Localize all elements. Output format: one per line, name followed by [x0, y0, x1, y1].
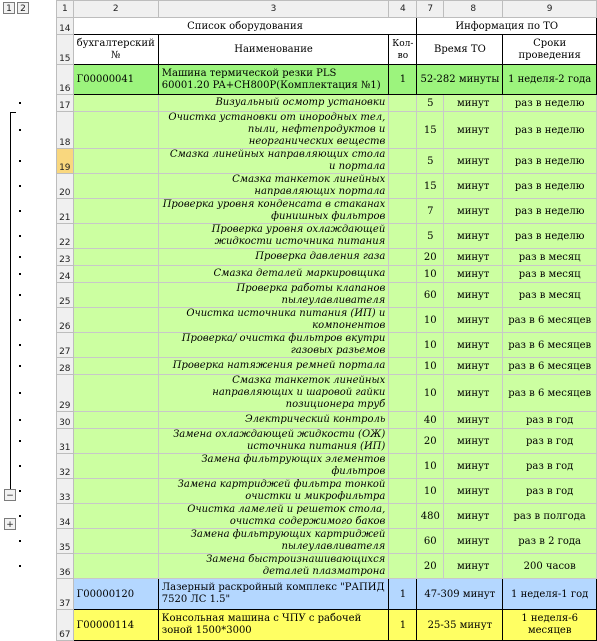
row-header[interactable]: 30: [57, 412, 74, 429]
task-qty-cell[interactable]: [389, 454, 417, 479]
spreadsheet-grid[interactable]: [56, 0, 597, 641]
row-header[interactable]: 36: [57, 554, 74, 579]
task-name-cell[interactable]: Замена фильтрующих элементов фильтров: [158, 454, 389, 479]
row-header[interactable]: 14: [57, 18, 74, 35]
table-row: [57, 266, 597, 283]
task-name-cell[interactable]: Проверка работы клапанов пылеулавливателя: [158, 283, 389, 308]
table-row: [57, 35, 597, 65]
task-period-cell[interactable]: раз в год: [503, 479, 597, 504]
task-period-cell[interactable]: раз в неделю: [503, 149, 597, 174]
task-qty-cell[interactable]: [389, 412, 417, 429]
task-unit-cell[interactable]: минут: [444, 95, 503, 112]
row-header[interactable]: 25: [57, 283, 74, 308]
task-time-cell[interactable]: 5: [417, 224, 444, 249]
task-name-cell[interactable]: Замена картриджей фильтра тонкой очистки и микрофильтра: [158, 479, 389, 504]
machine-account-cell[interactable]: Г00000041: [73, 65, 158, 95]
task-unit-cell[interactable]: минут: [444, 333, 503, 358]
outline-row-dot: [19, 185, 21, 187]
qty-column-header[interactable]: Кол-во: [389, 35, 417, 65]
task-unit-cell[interactable]: минут: [444, 554, 503, 579]
task-account-cell[interactable]: [73, 375, 158, 412]
outline-row-dot: [19, 365, 21, 367]
row-header[interactable]: 18: [57, 112, 74, 149]
row-header[interactable]: 33: [57, 479, 74, 504]
task-name-cell[interactable]: Замена быстроизнашивающихся деталей плазматрона: [158, 554, 389, 579]
task-name-cell[interactable]: Смазка танкеток линейных направляющих портала: [158, 174, 389, 199]
machine-name-cell[interactable]: Машина термической резки PLS 60001.20 PA+CH800P(Комплектация №1): [158, 65, 389, 95]
task-name-cell[interactable]: Смазка деталей маркировщика: [158, 266, 389, 283]
column-header-4[interactable]: 4: [389, 1, 417, 18]
machine-period-cell[interactable]: 1 неделя-6 месяцев: [503, 610, 597, 641]
task-unit-cell[interactable]: минут: [444, 112, 503, 149]
machine-time-cell[interactable]: 25-35 минут: [417, 610, 503, 641]
task-account-cell[interactable]: [73, 112, 158, 149]
task-period-cell[interactable]: раз в год: [503, 429, 597, 454]
table-row: [57, 479, 597, 504]
task-unit-cell[interactable]: минут: [444, 249, 503, 266]
row-header[interactable]: 23: [57, 249, 74, 266]
task-qty-cell[interactable]: [389, 333, 417, 358]
task-name-cell[interactable]: Визуальный осмотр установки: [158, 95, 389, 112]
machine-account-cell[interactable]: Г00000120: [73, 579, 158, 610]
task-time-cell[interactable]: 10: [417, 333, 444, 358]
outline-gutter: [0, 0, 56, 536]
task-account-cell[interactable]: [73, 429, 158, 454]
equipment-group-header[interactable]: Список оборудования: [73, 18, 417, 35]
outline-row-dot: [19, 273, 21, 275]
outline-row-dot: [19, 440, 21, 442]
task-account-cell[interactable]: [73, 554, 158, 579]
task-period-cell[interactable]: раз в год: [503, 454, 597, 479]
outline-group-cap: [10, 112, 16, 113]
task-unit-cell[interactable]: минут: [444, 308, 503, 333]
task-account-cell[interactable]: [73, 283, 158, 308]
task-time-cell[interactable]: 20: [417, 249, 444, 266]
outline-row-dot: [19, 419, 21, 421]
task-period-cell[interactable]: раз в 6 месяцев: [503, 375, 597, 412]
outline-row-dot: [19, 256, 21, 258]
column-header-8[interactable]: 8: [444, 1, 503, 18]
task-unit-cell[interactable]: минут: [444, 174, 503, 199]
task-period-cell[interactable]: раз в неделю: [503, 224, 597, 249]
period-column-header[interactable]: Сроки проведения: [503, 35, 597, 65]
row-header[interactable]: 31: [57, 429, 74, 454]
row-header[interactable]: 26: [57, 308, 74, 333]
table-row: [57, 429, 597, 454]
task-unit-cell[interactable]: минут: [444, 454, 503, 479]
task-account-cell[interactable]: [73, 412, 158, 429]
task-unit-cell[interactable]: минут: [444, 504, 503, 529]
outline-group-line: [10, 112, 11, 489]
table-row: [57, 504, 597, 529]
table-row: [57, 95, 597, 112]
task-unit-cell[interactable]: минут: [444, 375, 503, 412]
task-period-cell[interactable]: раз в месяц: [503, 249, 597, 266]
task-unit-cell[interactable]: минут: [444, 283, 503, 308]
task-period-cell[interactable]: раз в полгода: [503, 504, 597, 529]
task-period-cell[interactable]: раз в год: [503, 412, 597, 429]
task-account-cell[interactable]: [73, 174, 158, 199]
task-qty-cell[interactable]: [389, 149, 417, 174]
task-unit-cell[interactable]: минут: [444, 429, 503, 454]
table-row: [57, 224, 597, 249]
outline-row-dot: [19, 515, 21, 517]
table-row: [57, 333, 597, 358]
task-period-cell[interactable]: раз в неделю: [503, 95, 597, 112]
machine-qty-cell[interactable]: 1: [389, 65, 417, 95]
task-unit-cell[interactable]: минут: [444, 479, 503, 504]
machine-name-cell[interactable]: Лазерный раскройный комплекс "РАПИД 7520 ЛС 1.5": [158, 579, 389, 610]
outline-level-1-button[interactable]: 1: [3, 2, 15, 14]
task-period-cell[interactable]: 200 часов: [503, 554, 597, 579]
task-period-cell[interactable]: раз в 2 года: [503, 529, 597, 554]
row-header[interactable]: 29: [57, 375, 74, 412]
machine-qty-cell[interactable]: 1: [389, 610, 417, 641]
outline-level-2-button[interactable]: 2: [17, 2, 29, 14]
outline-row-dot: [19, 129, 21, 131]
column-header-1[interactable]: 1: [57, 1, 74, 18]
task-period-cell[interactable]: раз в неделю: [503, 174, 597, 199]
table-row: [57, 412, 597, 429]
task-qty-cell[interactable]: [389, 308, 417, 333]
to-group-header[interactable]: Информация по ТО: [417, 18, 597, 35]
task-name-cell[interactable]: Проверка давления газа: [158, 249, 389, 266]
table-row: [57, 174, 597, 199]
task-name-cell[interactable]: Электрический контроль: [158, 412, 389, 429]
task-time-cell[interactable]: 7: [417, 199, 444, 224]
row-header[interactable]: 19: [57, 149, 74, 174]
task-account-cell[interactable]: [73, 149, 158, 174]
name-column-header[interactable]: Наименование: [158, 35, 389, 65]
column-header-3[interactable]: 3: [158, 1, 389, 18]
task-account-cell[interactable]: [73, 529, 158, 554]
task-name-cell[interactable]: Замена охлаждающей жидкости (ОЖ) источника питания (ИП): [158, 429, 389, 454]
task-unit-cell[interactable]: минут: [444, 224, 503, 249]
outline-row-dot: [19, 160, 21, 162]
row-header[interactable]: 24: [57, 266, 74, 283]
outline-row-dot: [19, 294, 21, 296]
column-header-row: [57, 1, 597, 18]
task-account-cell[interactable]: [73, 249, 158, 266]
task-qty-cell[interactable]: [389, 112, 417, 149]
task-qty-cell[interactable]: [389, 479, 417, 504]
task-qty-cell[interactable]: [389, 358, 417, 375]
task-time-cell[interactable]: 60: [417, 529, 444, 554]
outline-row-dot: [19, 540, 21, 542]
table-row: [57, 554, 597, 579]
task-qty-cell[interactable]: [389, 375, 417, 412]
task-time-cell[interactable]: 5: [417, 95, 444, 112]
task-qty-cell[interactable]: [389, 283, 417, 308]
table-row: [57, 529, 597, 554]
task-period-cell[interactable]: раз в 6 месяцев: [503, 333, 597, 358]
table-row: [57, 65, 597, 95]
table-row: [57, 249, 597, 266]
task-unit-cell[interactable]: минут: [444, 358, 503, 375]
task-unit-cell[interactable]: минут: [444, 529, 503, 554]
task-qty-cell[interactable]: [389, 174, 417, 199]
account-column-header[interactable]: бухгалтерский №: [73, 35, 158, 65]
machine-name-cell[interactable]: Консольная машина с ЧПУ с рабочей зоной 1500*3000: [158, 610, 389, 641]
task-period-cell[interactable]: раз в месяц: [503, 283, 597, 308]
outline-row-dot: [19, 235, 21, 237]
machine-time-cell[interactable]: 52-282 минуты: [417, 65, 503, 95]
table-row: [57, 112, 597, 149]
table-row: [57, 610, 597, 641]
machine-qty-cell[interactable]: 1: [389, 579, 417, 610]
outline-row-dot: [19, 319, 21, 321]
row-header[interactable]: 17: [57, 95, 74, 112]
task-time-cell[interactable]: 10: [417, 454, 444, 479]
row-header[interactable]: 21: [57, 199, 74, 224]
table-row: [57, 149, 597, 174]
task-account-cell[interactable]: [73, 224, 158, 249]
outline-row-dot: [19, 465, 21, 467]
task-account-cell[interactable]: [73, 199, 158, 224]
row-header[interactable]: 35: [57, 529, 74, 554]
row-header[interactable]: 34: [57, 504, 74, 529]
machine-period-cell[interactable]: 1 неделя-2 года: [503, 65, 597, 95]
outline-row-dot: [19, 392, 21, 394]
task-time-cell[interactable]: 480: [417, 504, 444, 529]
column-header-7[interactable]: 7: [417, 1, 444, 18]
row-header[interactable]: 16: [57, 65, 74, 95]
task-qty-cell[interactable]: [389, 429, 417, 454]
task-time-cell[interactable]: 20: [417, 429, 444, 454]
table-row: [57, 375, 597, 412]
column-header-2[interactable]: 2: [73, 1, 158, 18]
row-header[interactable]: 27: [57, 333, 74, 358]
task-name-cell[interactable]: Проверка натяжения ремней портала: [158, 358, 389, 375]
table-row: [57, 579, 597, 610]
task-qty-cell[interactable]: [389, 224, 417, 249]
task-period-cell[interactable]: раз в 6 месяцев: [503, 308, 597, 333]
table-row: [57, 308, 597, 333]
task-time-cell[interactable]: 10: [417, 375, 444, 412]
task-time-cell[interactable]: 15: [417, 112, 444, 149]
task-name-cell[interactable]: Проверка/ очистка фильтров вкутри газовых разьемов: [158, 333, 389, 358]
table-row: [57, 18, 597, 35]
time-column-header[interactable]: Время ТО: [417, 35, 503, 65]
task-account-cell[interactable]: [73, 333, 158, 358]
row-header[interactable]: 15: [57, 35, 74, 65]
task-account-cell[interactable]: [73, 504, 158, 529]
task-account-cell[interactable]: [73, 479, 158, 504]
row-header[interactable]: 67: [57, 610, 74, 641]
outline-row-dot: [19, 102, 21, 104]
task-qty-cell[interactable]: [389, 504, 417, 529]
table-row: [57, 199, 597, 224]
table-row: [57, 283, 597, 308]
task-account-cell[interactable]: [73, 308, 158, 333]
task-time-cell[interactable]: 10: [417, 358, 444, 375]
row-header[interactable]: 20: [57, 174, 74, 199]
task-account-cell[interactable]: [73, 95, 158, 112]
task-time-cell[interactable]: 10: [417, 308, 444, 333]
task-qty-cell[interactable]: [389, 199, 417, 224]
row-header[interactable]: 28: [57, 358, 74, 375]
task-unit-cell[interactable]: минут: [444, 412, 503, 429]
task-period-cell[interactable]: раз в месяц: [503, 266, 597, 283]
task-period-cell[interactable]: раз в неделю: [503, 112, 597, 149]
outline-row-dot: [19, 344, 21, 346]
task-name-cell[interactable]: Замена фильтрующих картриджей пылеулавливателя: [158, 529, 389, 554]
task-name-cell[interactable]: Очистка источника питания (ИП) и компонентов: [158, 308, 389, 333]
task-time-cell[interactable]: 10: [417, 266, 444, 283]
task-unit-cell[interactable]: минут: [444, 149, 503, 174]
task-unit-cell[interactable]: минут: [444, 266, 503, 283]
machine-time-cell[interactable]: 47-309 минут: [417, 579, 503, 610]
task-time-cell[interactable]: 5: [417, 149, 444, 174]
task-period-cell[interactable]: раз в неделю: [503, 199, 597, 224]
task-name-cell[interactable]: Смазка танкеток линейных направляющих и шаровой гайки позиционера труб: [158, 375, 389, 412]
row-header[interactable]: 37: [57, 579, 74, 610]
task-time-cell[interactable]: 15: [417, 174, 444, 199]
machine-period-cell[interactable]: 1 неделя-1 год: [503, 579, 597, 610]
task-qty-cell[interactable]: [389, 249, 417, 266]
table-row: [57, 454, 597, 479]
task-account-cell[interactable]: [73, 358, 158, 375]
task-name-cell[interactable]: Смазка линейных направляющих стола и портала: [158, 149, 389, 174]
task-qty-cell[interactable]: [389, 554, 417, 579]
table-row: [57, 358, 597, 375]
task-period-cell[interactable]: раз в 6 месяцев: [503, 358, 597, 375]
task-name-cell[interactable]: Проверка уровня охлаждающей жидкости источника питания: [158, 224, 389, 249]
task-name-cell[interactable]: Очистка установки от инородных тел, пыли, нефтепродуктов и неорганических веществ: [158, 112, 389, 149]
outline-row-dot: [19, 490, 21, 492]
task-account-cell[interactable]: [73, 266, 158, 283]
task-time-cell[interactable]: 20: [417, 554, 444, 579]
task-name-cell[interactable]: Очистка ламелей и решеток стола, очистка содержимого баков: [158, 504, 389, 529]
task-qty-cell[interactable]: [389, 266, 417, 283]
outline-row-dot: [19, 565, 21, 567]
row-header[interactable]: 22: [57, 224, 74, 249]
outline-row-dot: [19, 210, 21, 212]
column-header-9[interactable]: 9: [503, 1, 597, 18]
task-qty-cell[interactable]: [389, 95, 417, 112]
machine-account-cell[interactable]: Г00000114: [73, 610, 158, 641]
task-time-cell[interactable]: 10: [417, 479, 444, 504]
outline-expand-button[interactable]: +: [4, 518, 16, 530]
task-qty-cell[interactable]: [389, 529, 417, 554]
task-name-cell[interactable]: Проверка уровня конденсата в стаканах финишных фильтров: [158, 199, 389, 224]
task-account-cell[interactable]: [73, 454, 158, 479]
task-unit-cell[interactable]: минут: [444, 199, 503, 224]
task-time-cell[interactable]: 40: [417, 412, 444, 429]
row-header[interactable]: 32: [57, 454, 74, 479]
task-time-cell[interactable]: 60: [417, 283, 444, 308]
outline-collapse-button[interactable]: −: [4, 489, 16, 501]
